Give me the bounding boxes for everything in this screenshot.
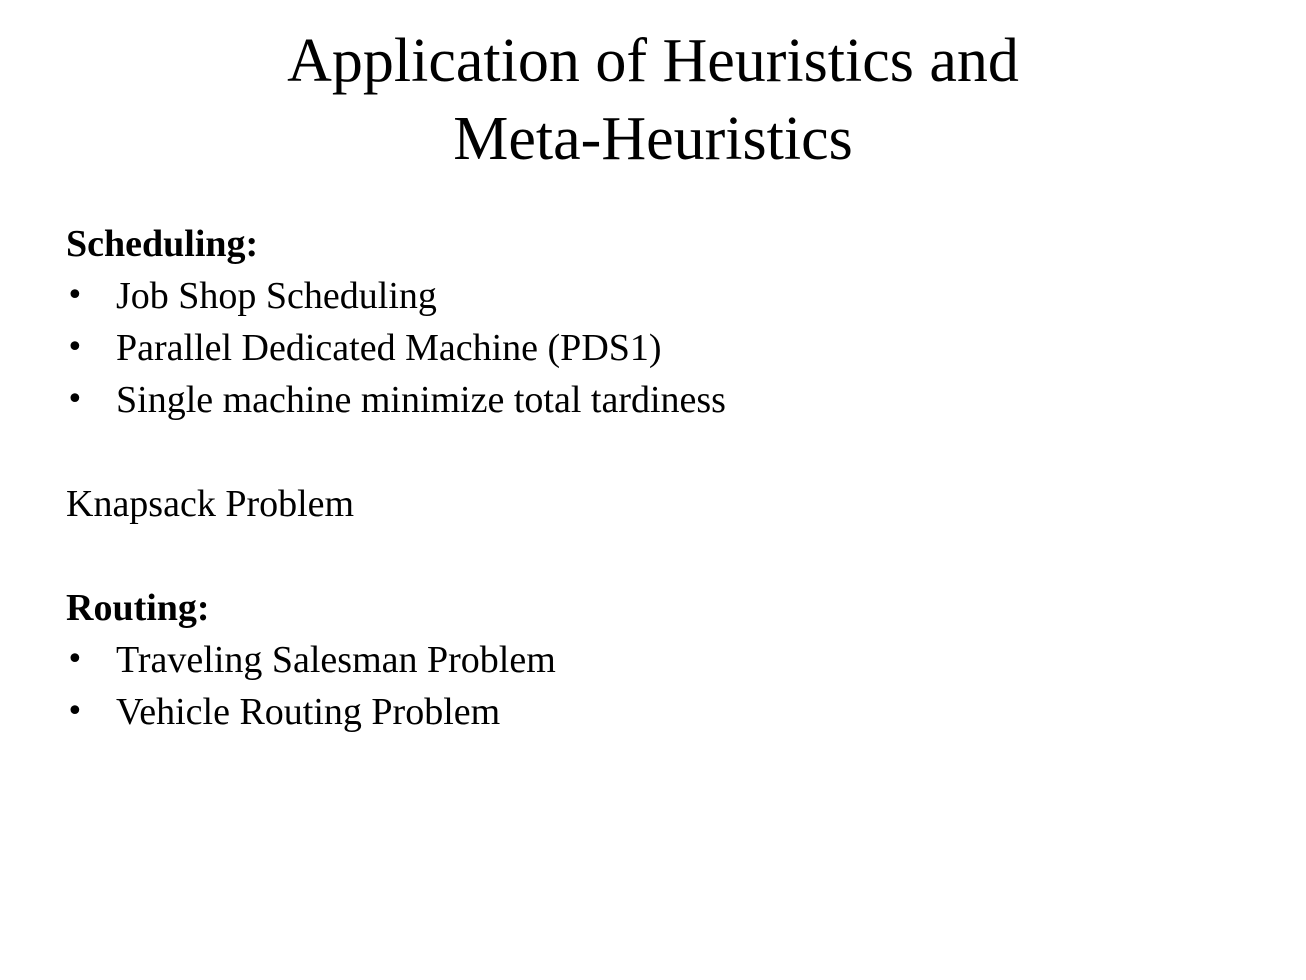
routing-heading: Routing: — [66, 587, 210, 629]
list-item — [66, 374, 1246, 426]
knapsack-text: Knapsack Problem — [66, 483, 355, 525]
slide-title-line-2: Meta-Heuristics — [453, 105, 853, 173]
spacer — [66, 530, 1246, 582]
list-item — [66, 270, 1246, 322]
routing-list — [66, 634, 1246, 738]
bullet-icon: • — [66, 278, 84, 313]
bullet-icon: • — [66, 382, 84, 417]
scheduling-list — [66, 270, 1246, 426]
bullet-icon: • — [66, 642, 84, 677]
slide-body — [66, 218, 1246, 738]
slide-title — [0, 22, 1306, 178]
spacer — [66, 426, 1246, 478]
list-item-text: Traveling Salesman Problem — [116, 639, 556, 681]
list-item — [66, 686, 1246, 738]
slide-title-line-1: Application of Heuristics and — [287, 27, 1019, 95]
bullet-icon: • — [66, 694, 84, 729]
list-item-text: Vehicle Routing Problem — [116, 691, 501, 733]
list-item — [66, 634, 1246, 686]
list-item — [66, 322, 1246, 374]
list-item-text: Parallel Dedicated Machine (PDS1) — [116, 327, 662, 369]
list-item-text: Job Shop Scheduling — [116, 275, 437, 317]
scheduling-heading: Scheduling: — [66, 223, 259, 265]
list-item-text: Single machine minimize total tardiness — [116, 379, 726, 421]
bullet-icon: • — [66, 330, 84, 365]
